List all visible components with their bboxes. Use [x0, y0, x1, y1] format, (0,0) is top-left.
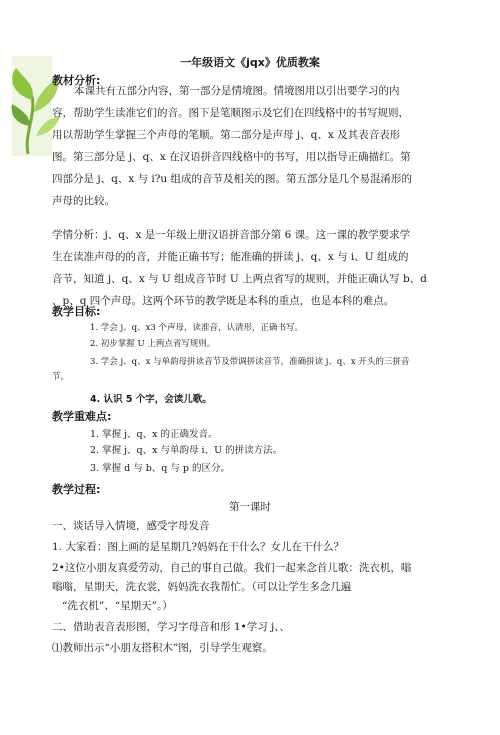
goal-item-1: 1. 学会 j、q、x3 个声母，读准音，认清形，正确书写。: [90, 323, 303, 333]
section-heading-teaching-process: 教学过程:: [52, 483, 101, 496]
goal-item-3-continued: 节。: [52, 372, 70, 382]
text-line: 本课共有五部分内容，第一部分是情境图。情境图用以引出要学习的内: [74, 85, 400, 97]
section-heading-material-analysis: 教材分析:: [52, 74, 101, 87]
section-heading-key-points: 教学重难点:: [52, 410, 112, 423]
learner-analysis-paragraph: [52, 224, 472, 312]
goal-item-3: 3. 学会 j、q、x 与单韵母拼读音节及带调拼读音节，准确拼读 j、q、x 开头的三拼音: [90, 357, 410, 367]
process-step-song-line-2: 嗡嗡，星期天，洗衣裳，妈妈洗衣我帮忙。（可以让学生多念几遍: [52, 581, 352, 593]
process-step-intro: 一、谈话导入情境，感受字母发音: [52, 520, 210, 532]
text-line: 声母的比较。: [52, 195, 115, 207]
text-line: 、p、q 四个声母。这两个环节的教学既是本科的重点，也是本科的难点。: [52, 295, 395, 307]
process-step-song-line-1: 2•这位小朋友真爱劳动，自己的事自己做。我们一起来念首儿歌：洗衣机，嗡: [52, 562, 412, 574]
goal-item-2: 2. 初步掌握 U 上两点省写规则。: [90, 339, 216, 349]
key-point-1: 1. 掌握 j、q、x 的正确发音。: [90, 429, 218, 440]
goal-item-4: 4. 认识 5 个字，会读儿歌。: [90, 394, 212, 405]
section-heading-teaching-goals: 教学目标:: [52, 305, 101, 318]
process-step-song-line-3: “洗衣机”、“星期天”。）: [62, 600, 173, 612]
text-line: 音节，知道 j、q、x 与 U 组成音节时 U 上两点省写的规则，并能正确认写 b、d: [52, 273, 427, 285]
lesson-title: 第一课时: [229, 501, 271, 513]
material-analysis-paragraph: [52, 80, 472, 212]
process-step-learn-letters: 二、借助表音表形图，学习字母音和形 1•学习 j、、: [52, 621, 291, 633]
text-line: 学情分析：j、q、x 是一年级上册汉语拼音部分第 6 课。这一课的教学要求学: [52, 229, 411, 241]
text-line: 生在读准声母的的音，并能正确书写；能准确的拼读 j、q、x 与 i、U 组成的: [52, 251, 409, 263]
key-point-2: 2. 掌握 j、q、x 与单韵母 i、U 的拼读方法。: [90, 445, 283, 456]
text-line: 四部分是 j、q、x 与 i?u 组成的音节及相关的图。第五部分是几个易混淆形的: [52, 173, 412, 185]
text-line: 图。第三部分是 j、q、x 在汉语拼音四线格中的书写，用以指导正确描红。第: [52, 151, 411, 163]
process-step-question: 1. 大家看：图上画的是星期几?妈妈在干什么？女儿在干什么？: [52, 541, 344, 553]
process-step-show-picture: ⑴教师出示“小朋友搭积木”图，引导学生观察。: [52, 642, 273, 654]
key-point-3: 3. 掌握 d 与 b、q 与 p 的区分。: [90, 463, 231, 474]
document-title: 一年级语文《jqx》优质教案: [180, 56, 320, 69]
text-line: 容，帮助学生读准它们的音。图下是笔顺图示及它们在四线格中的书写规则，: [52, 107, 409, 119]
text-line: 用以帮助学生掌握三个声母的笔顺。第二部分是声母 j、q、x 及其表音表形: [52, 129, 401, 141]
